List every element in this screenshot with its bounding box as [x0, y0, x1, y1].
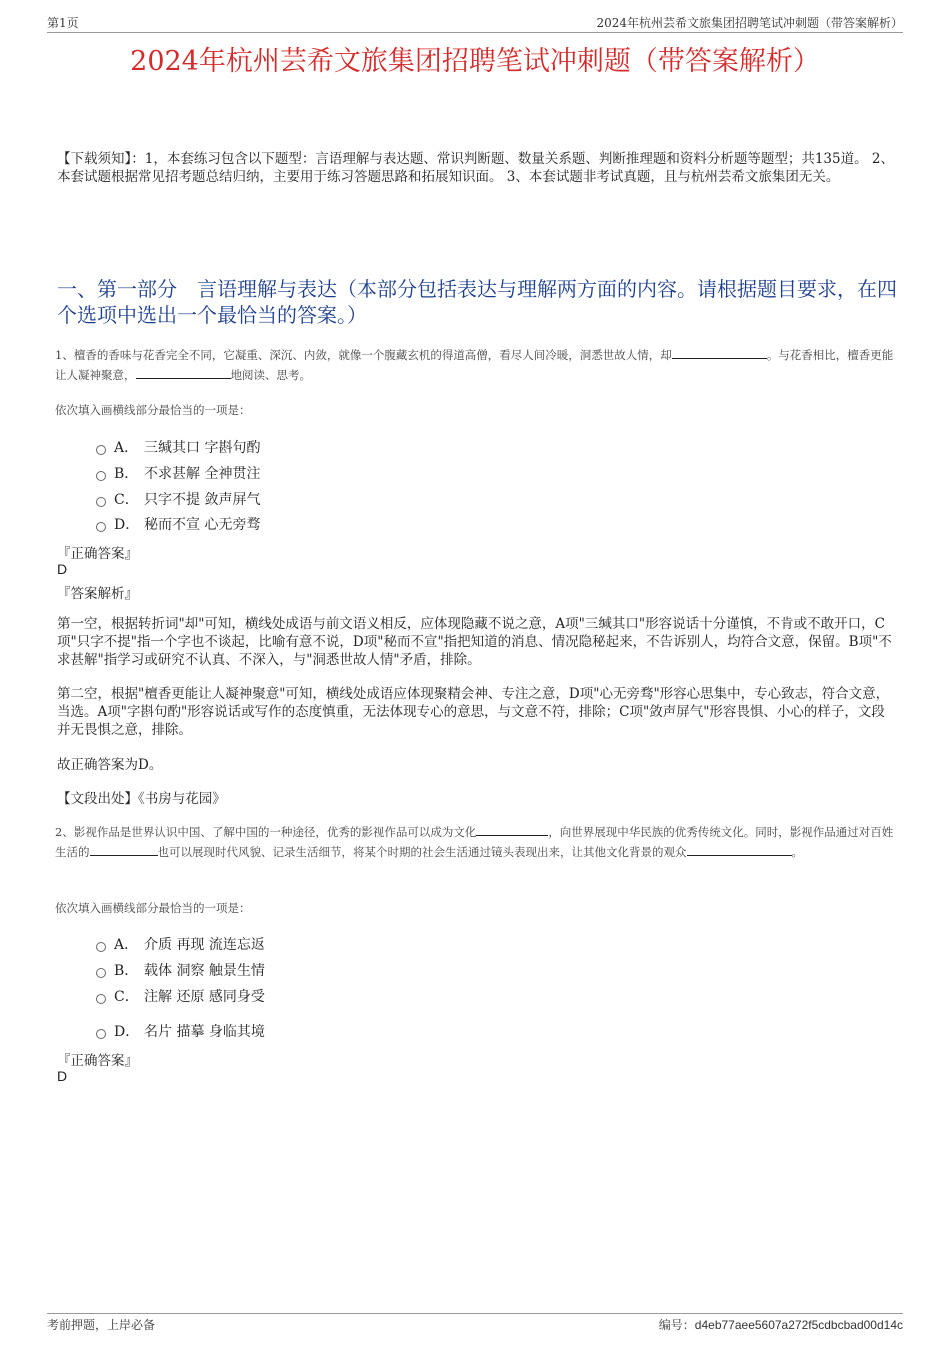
radio-icon[interactable] — [96, 445, 106, 455]
download-notice: 【下载须知】：1，本套练习包含以下题型：言语理解与表达题、常识判断题、数量关系题、判断推理题和资料分析题等题型；共135道。 2、本套试题根据常见招考题总结归纳，主要用于练习答题思路和拓展知识面。 3、本套试题非考试真题，且与杭州芸希文旅集团无关。 — [57, 151, 894, 185]
correct-answer-label: 『正确答案』 — [57, 1053, 138, 1069]
answer-blank — [90, 843, 158, 856]
radio-icon[interactable] — [96, 522, 106, 532]
radio-icon[interactable] — [96, 471, 106, 481]
radio-icon[interactable] — [96, 942, 106, 952]
analysis-paragraph-2: 第二空，根据"檀香更能让人凝神聚意"可知，横线处成语应体现聚精会神、专注之意，D项"心无旁骛"形容心思集中，专心致志，符合文意，当选。A项"字斟句酌"形容说话或写作的态度慎重，无法体现专心的意思，与文意不符，排除；C项"敛声屏气"形容畏惧、小心的样子，文段并无畏惧之意，排除。 — [57, 686, 890, 738]
document-title: 2024年杭州芸希文旅集团招聘笔试冲刺题（带答案解析） — [130, 46, 820, 77]
question-2-text: 2、影视作品是世界认识中国、了解中国的一种途径，优秀的影视作品可以成为文化 ，向世界展现中华民族的优秀传统文化。同时，影视作品通过对百姓生活的 也可以展现时代风貌、记录生活细节，将某个时期的社会生活通过镜头表现出来，让其他文化背景的观众 。 — [55, 825, 894, 859]
q2-option-a[interactable]: A． 介质 再现 流连忘返 — [96, 934, 265, 954]
answer-blank — [476, 823, 548, 836]
answer-blank — [687, 843, 792, 856]
answer-blank — [672, 346, 767, 359]
q2-option-c[interactable]: C． 注解 还原 感同身受 — [96, 986, 265, 1006]
text-source: 【文段出处】《书房与花园》 — [57, 791, 226, 807]
q1-option-d[interactable]: D． 秘而不宣 心无旁骛 — [96, 514, 260, 534]
radio-icon[interactable] — [96, 968, 106, 978]
page-footer — [47, 1313, 903, 1334]
radio-icon[interactable] — [96, 1029, 106, 1039]
analysis-label: 『答案解析』 — [57, 586, 138, 602]
answer-blank — [136, 366, 231, 379]
document-code: 编号：d4eb77aee5607a272f5cdbcbad00d14c — [658, 1318, 903, 1332]
analysis-conclusion: 故正确答案为D。 — [57, 757, 163, 773]
question-1-text: 1、檀香的香味与花香完全不同，它凝重、深沉、内敛，就像一个腹藏玄机的得道高僧，看尽人间冷暖，洞悉世故人情，却 。与花香相比，檀香更能让人凝神聚意， 地阅读、思考。 — [55, 348, 894, 382]
page-header — [47, 14, 903, 33]
question-2-prompt: 依次填入画横线部分最恰当的一项是： — [55, 901, 251, 915]
footer-slogan: 考前押题，上岸必备 — [47, 1318, 156, 1332]
radio-icon[interactable] — [96, 497, 106, 507]
q1-option-c[interactable]: C． 只字不提 敛声屏气 — [96, 489, 260, 509]
section-heading: 一、第一部分 言语理解与表达（本部分包括表达与理解两方面的内容。请根据题目要求，在四个选项中选出一个最恰当的答案。） — [57, 277, 897, 327]
correct-answer: D — [57, 1068, 68, 1084]
correct-answer: D — [57, 561, 68, 577]
radio-icon[interactable] — [96, 994, 106, 1004]
q2-option-d[interactable]: D． 名片 描摹 身临其境 — [96, 1021, 265, 1041]
analysis-paragraph-1: 第一空，根据转折词"却"可知，横线处成语与前文语义相反，应体现隐藏不说之意，A项"三缄其口"形容说话十分谨慎，不肯或不敢开口，C项"只字不提"指一个字也不谈起，比喻有意不说，D项"秘而不宣"指把知道的消息、情况隐秘起来，不告诉别人，均符合文意，保留。B项"不求甚解"指学习或研究不认真、不深入，与"洞悉世故人情"矛盾，排除。 — [57, 616, 892, 668]
page-number: 第1页 — [47, 16, 79, 30]
q2-option-b[interactable]: B． 载体 洞察 触景生情 — [96, 960, 265, 980]
correct-answer-label: 『正确答案』 — [57, 546, 138, 562]
header-doc-title: 2024年杭州芸希文旅集团招聘笔试冲刺题（带答案解析） — [596, 16, 903, 30]
question-1-prompt: 依次填入画横线部分最恰当的一项是： — [55, 403, 251, 417]
q1-option-b[interactable]: B． 不求甚解 全神贯注 — [96, 463, 260, 483]
q1-option-a[interactable]: A． 三缄其口 字斟句酌 — [96, 437, 260, 457]
